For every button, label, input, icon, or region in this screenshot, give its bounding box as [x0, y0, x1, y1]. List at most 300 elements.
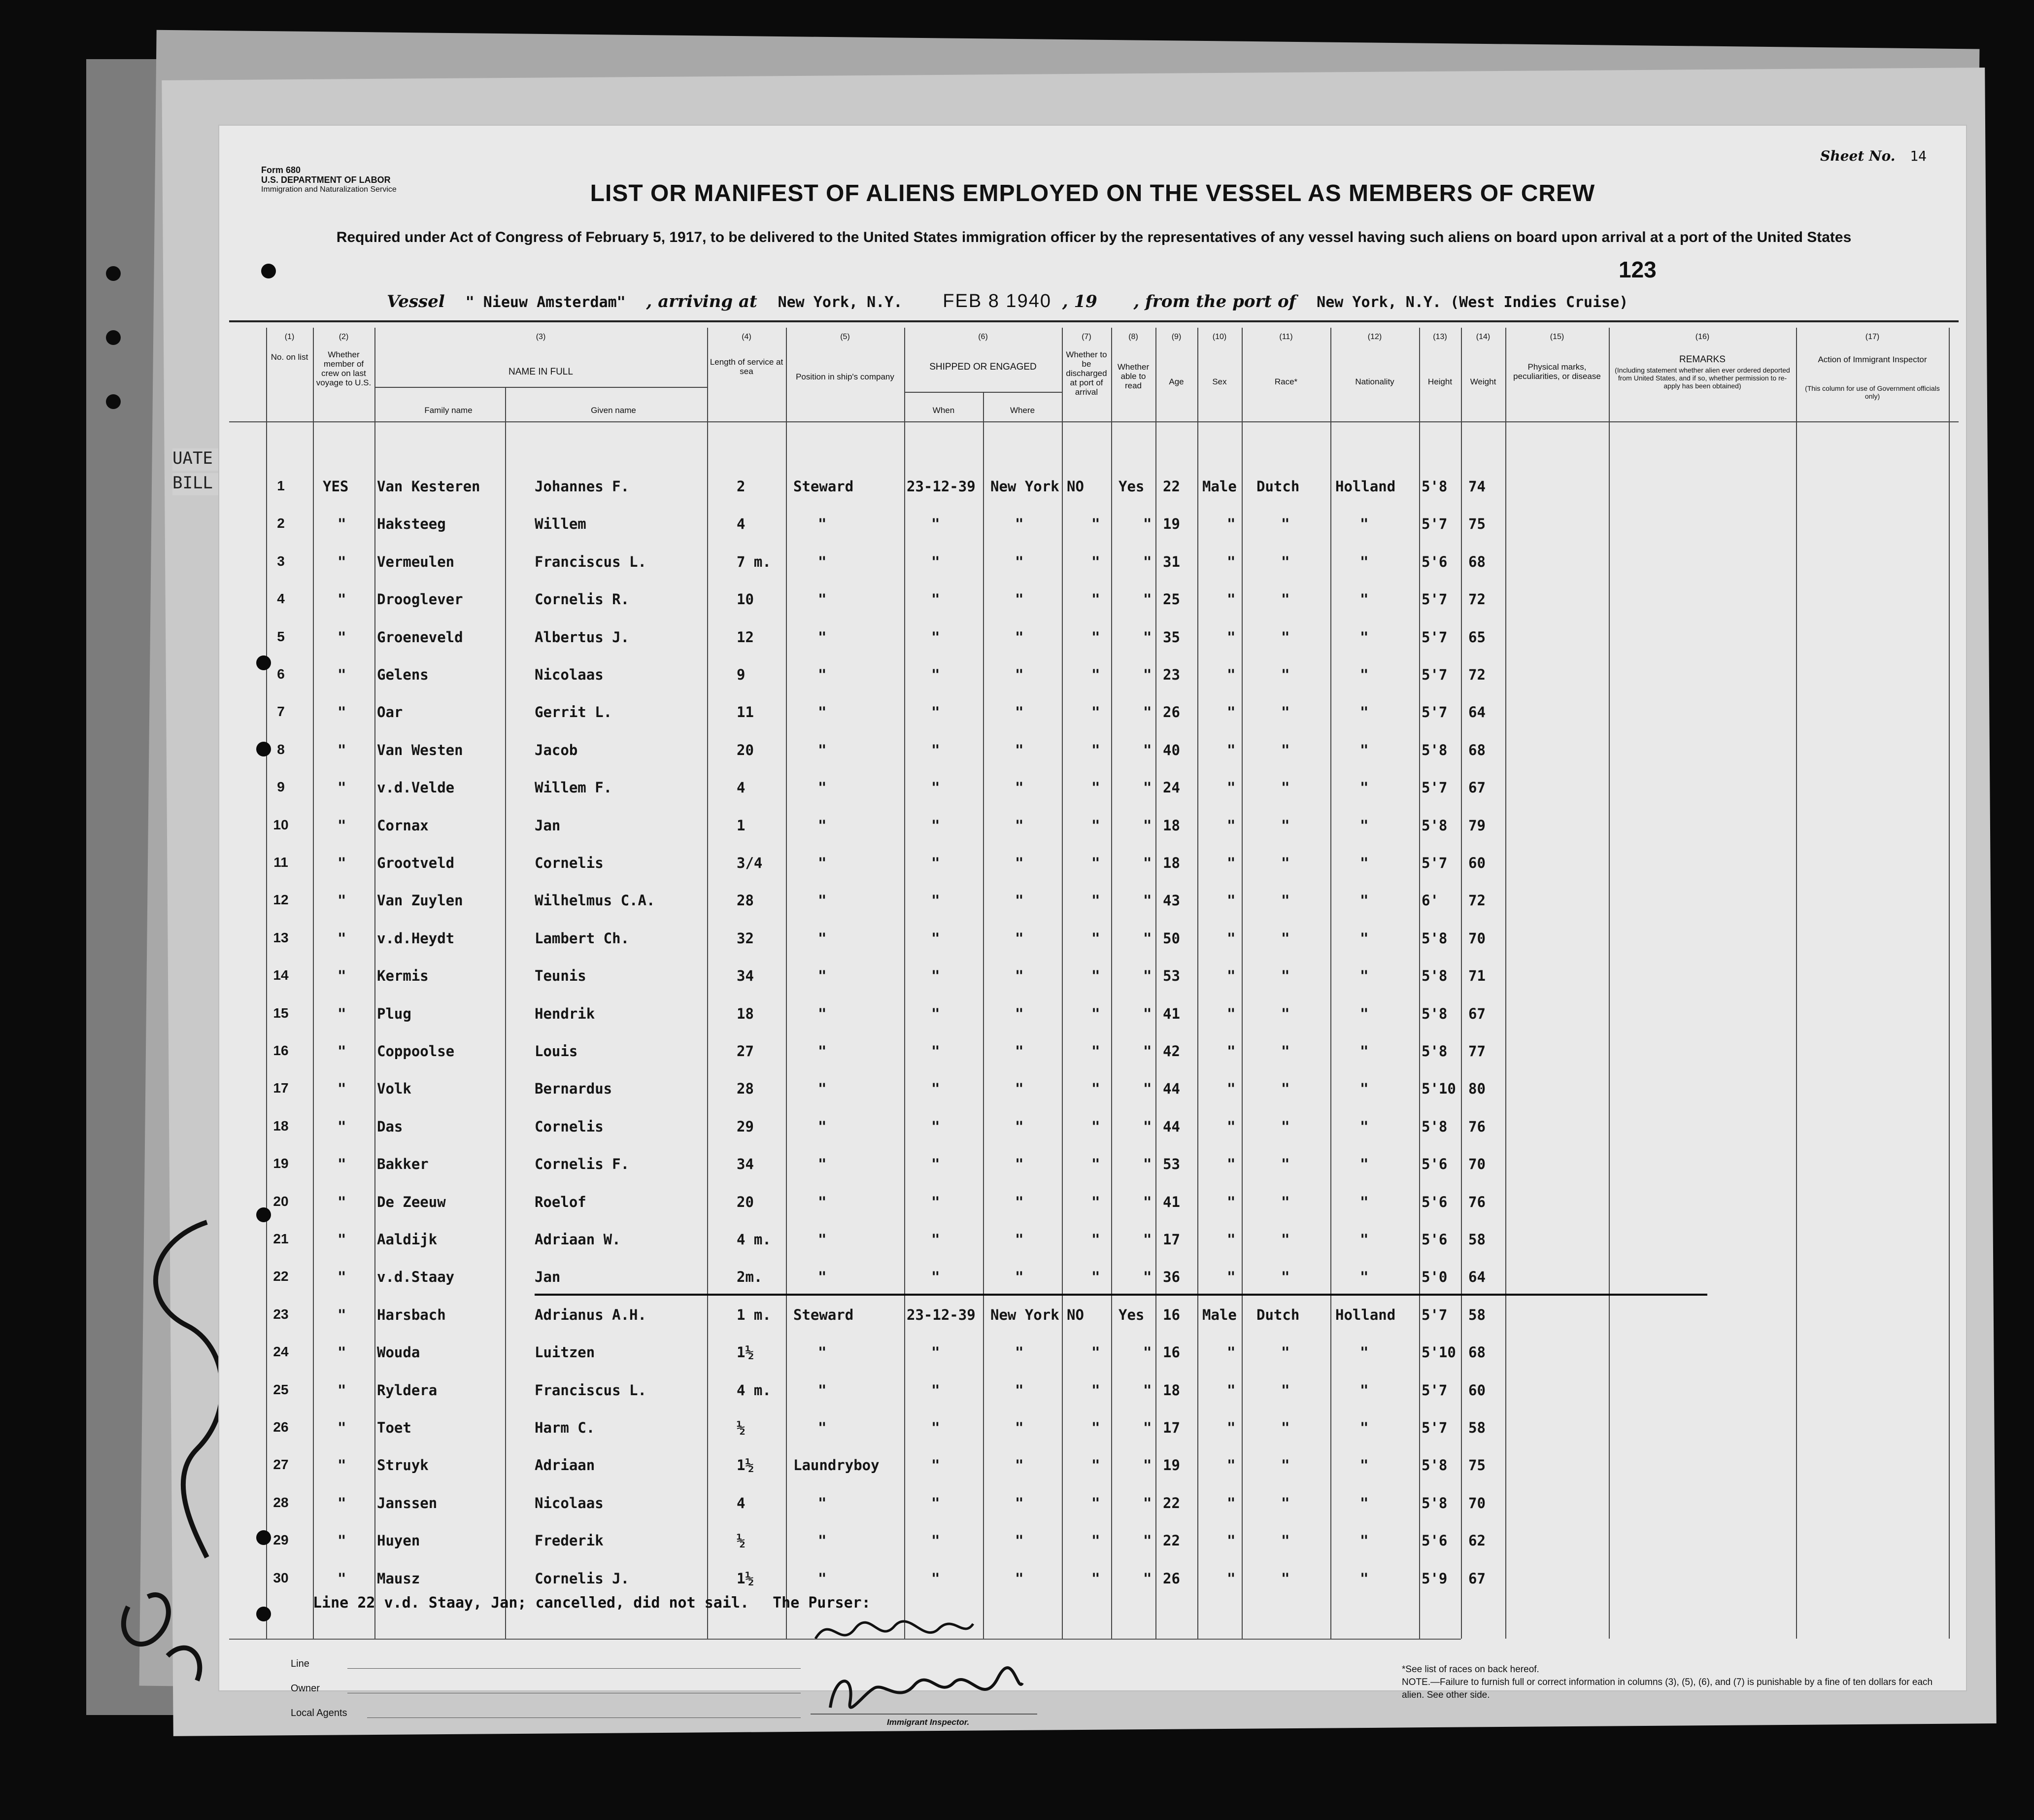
cell-race: "	[1281, 1005, 1290, 1022]
cell-height: 5'8	[1422, 478, 1448, 495]
cell-when: "	[931, 779, 940, 796]
column-divider	[1242, 328, 1243, 1639]
cell-given: Cornelis R.	[535, 591, 630, 608]
cell-sex: "	[1227, 515, 1236, 533]
cell-position: "	[818, 855, 827, 871]
header-nationality: Nationality	[1355, 377, 1394, 386]
cell-discharge: "	[1091, 628, 1100, 646]
cell-race: "	[1281, 967, 1290, 985]
cell-sex: "	[1227, 1457, 1236, 1474]
cell-height: 5'6	[1422, 1231, 1448, 1248]
cell-given: Cornelis	[535, 855, 604, 871]
cell-nationality: "	[1360, 1118, 1369, 1135]
cell-age: 53	[1163, 967, 1180, 985]
shipped-subdivider	[904, 392, 1062, 393]
cell-position: "	[818, 1231, 827, 1248]
cell-sex: "	[1227, 741, 1236, 758]
cell-sex: "	[1227, 817, 1236, 834]
cell-nationality: "	[1360, 892, 1369, 909]
cell-height: 5'7	[1422, 704, 1448, 721]
punch-hole	[256, 1207, 271, 1222]
cell-read: "	[1143, 1570, 1152, 1587]
punch-hole	[106, 266, 121, 281]
cell-position: "	[818, 1494, 827, 1511]
cell-sex: Male	[1202, 1306, 1237, 1323]
cell-service: 20	[737, 1193, 754, 1210]
cell-no: 6	[277, 666, 285, 682]
cell-service: 4 m.	[737, 1381, 771, 1399]
cell-height: 5'10	[1422, 1344, 1456, 1361]
cell-service: 1½	[737, 1570, 754, 1587]
header-inspector-note: (This column for use of Government officials only)	[1805, 384, 1940, 400]
cell-where: New York	[990, 1306, 1059, 1323]
cell-height: 5'10	[1422, 1080, 1456, 1098]
cell-weight: 60	[1468, 855, 1486, 871]
vessel-label: Vessel	[387, 292, 445, 311]
cell-last: "	[338, 666, 346, 683]
line-note-text: v.d. Staay, Jan; cancelled, did not sail.	[384, 1594, 749, 1612]
cell-last: "	[338, 1306, 346, 1323]
cell-sex: "	[1227, 666, 1236, 683]
cell-weight: 62	[1468, 1532, 1486, 1549]
cell-race: "	[1281, 817, 1290, 834]
year-label: , 19	[1062, 292, 1097, 311]
cell-last: "	[338, 1532, 346, 1549]
cell-where: "	[1015, 591, 1024, 608]
cell-given: Cornelis J.	[535, 1570, 630, 1587]
cell-sex: "	[1227, 704, 1236, 721]
cell-discharge: "	[1091, 1156, 1100, 1173]
cell-nationality: "	[1360, 1156, 1369, 1173]
cell-service: 2m.	[737, 1269, 763, 1286]
header-weight: Weight	[1470, 377, 1496, 386]
cell-read: "	[1143, 1494, 1152, 1511]
cell-last: "	[338, 779, 346, 796]
cell-read: "	[1143, 1005, 1152, 1022]
cell-where: "	[1015, 967, 1024, 985]
header-inspector-action: Action of Immigrant Inspector	[1818, 355, 1927, 364]
cell-height: 6'	[1422, 892, 1439, 909]
cell-family: v.d.Staay	[377, 1269, 455, 1286]
footer-line-label: Line	[291, 1658, 309, 1669]
header-remarks: REMARKS	[1679, 354, 1726, 365]
cell-no: 30	[273, 1570, 289, 1585]
punch-hole	[106, 330, 121, 345]
cell-when: "	[931, 1419, 940, 1436]
cell-race: "	[1281, 1344, 1290, 1361]
cell-when: "	[931, 1570, 940, 1587]
cell-weight: 80	[1468, 1080, 1486, 1098]
cell-when: "	[931, 704, 940, 721]
cell-height: 5'7	[1422, 591, 1448, 608]
col-num-2: (2)	[339, 333, 349, 341]
cell-last: "	[338, 515, 346, 533]
cell-nationality: "	[1360, 1570, 1369, 1587]
cell-nationality: Holland	[1335, 478, 1396, 495]
fine-note: NOTE.—Failure to furnish full or correct information in columns (3), (5), (6), and (7) is punishable by a fine of ten dollars for each alien. See other side.	[1402, 1677, 1933, 1700]
cell-height: 5'8	[1422, 967, 1448, 985]
col-num-15: (15)	[1550, 333, 1564, 341]
cell-sex: "	[1227, 1532, 1236, 1549]
cell-position: Steward	[793, 1306, 854, 1323]
cell-read: "	[1143, 929, 1152, 947]
col-num-16: (16)	[1695, 333, 1710, 341]
cell-weight: 58	[1468, 1419, 1486, 1436]
cell-last: "	[338, 1193, 346, 1210]
column-divider	[313, 328, 314, 1639]
cell-given: Harm C.	[535, 1419, 595, 1436]
cell-family: Cornax	[377, 817, 429, 834]
cell-service: 4 m.	[737, 1231, 771, 1248]
cell-weight: 72	[1468, 666, 1486, 683]
footer-notes	[1402, 1663, 1944, 1702]
cell-when: "	[931, 1494, 940, 1511]
column-divider	[505, 387, 506, 1639]
line-note-number: 22	[357, 1594, 375, 1612]
cell-position: "	[818, 1080, 827, 1098]
cell-no: 21	[273, 1231, 289, 1246]
cell-given: Albertus J.	[535, 628, 630, 646]
header-when: When	[932, 406, 955, 415]
cell-family: v.d.Heydt	[377, 929, 455, 947]
cell-where: "	[1015, 1344, 1024, 1361]
cell-discharge: "	[1091, 704, 1100, 721]
cell-age: 22	[1163, 478, 1180, 495]
cell-sex: "	[1227, 1269, 1236, 1286]
cell-weight: 70	[1468, 1156, 1486, 1173]
cell-position: "	[818, 967, 827, 985]
cell-where: "	[1015, 779, 1024, 796]
cell-given: Lambert Ch.	[535, 929, 630, 947]
cell-weight: 75	[1468, 1457, 1486, 1474]
cell-service: 4	[737, 779, 746, 796]
cell-height: 5'0	[1422, 1269, 1448, 1286]
cell-where: "	[1015, 892, 1024, 909]
cell-position: "	[818, 591, 827, 608]
column-divider	[983, 392, 984, 1639]
cell-family: Oar	[377, 704, 403, 721]
cell-when: "	[931, 817, 940, 834]
cell-sex: "	[1227, 779, 1236, 796]
cell-height: 5'7	[1422, 1306, 1448, 1323]
cell-age: 35	[1163, 628, 1180, 646]
cell-position: "	[818, 1532, 827, 1549]
cell-sex: "	[1227, 553, 1236, 570]
col-num-3: (3)	[536, 333, 546, 341]
cell-last: "	[338, 1043, 346, 1060]
cell-discharge: "	[1091, 666, 1100, 683]
cell-service: 11	[737, 704, 754, 721]
cell-race: "	[1281, 1381, 1290, 1399]
column-divider	[1461, 328, 1462, 1639]
cell-when: "	[931, 666, 940, 683]
cell-read: "	[1143, 515, 1152, 533]
cell-where: "	[1015, 1043, 1024, 1060]
cell-sex: "	[1227, 1118, 1236, 1135]
cell-family: Wouda	[377, 1344, 420, 1361]
header-age: Age	[1169, 377, 1184, 386]
cell-where: "	[1015, 666, 1024, 683]
cell-height: 5'7	[1422, 1419, 1448, 1436]
column-divider	[786, 328, 787, 1639]
cell-weight: 76	[1468, 1193, 1486, 1210]
cell-service: ½	[737, 1419, 746, 1436]
cell-no: 7	[277, 704, 285, 720]
cell-weight: 68	[1468, 741, 1486, 758]
arriving-port: New York, N.Y.	[778, 294, 903, 311]
cell-family: Bakker	[377, 1156, 429, 1173]
cell-read: Yes	[1119, 1306, 1145, 1323]
header-given-name: Given name	[591, 406, 636, 415]
cell-discharge: "	[1091, 1419, 1100, 1436]
cell-given: Willem	[535, 515, 586, 533]
cell-service: 1½	[737, 1457, 754, 1474]
cell-race: "	[1281, 1080, 1290, 1098]
header-shipped: SHIPPED OR ENGAGED	[929, 362, 1037, 372]
cell-weight: 72	[1468, 892, 1486, 909]
cell-when: "	[931, 1269, 940, 1286]
cell-family: Ryldera	[377, 1381, 438, 1399]
cell-position: "	[818, 1419, 827, 1436]
cell-sex: "	[1227, 1419, 1236, 1436]
sheet-number	[1820, 148, 1927, 164]
cell-read: "	[1143, 591, 1152, 608]
cell-weight: 65	[1468, 628, 1486, 646]
punch-hole	[256, 1607, 271, 1621]
cell-read: "	[1143, 1344, 1152, 1361]
cell-last: "	[338, 704, 346, 721]
cell-no: 22	[273, 1269, 289, 1284]
cell-family: De Zeeuw	[377, 1193, 446, 1210]
cell-age: 25	[1163, 591, 1180, 608]
cell-sex: "	[1227, 967, 1236, 985]
cell-sex: Male	[1202, 478, 1237, 495]
cell-nationality: "	[1360, 704, 1369, 721]
cell-when: "	[931, 1080, 940, 1098]
cell-race: "	[1281, 666, 1290, 683]
cell-no: 9	[277, 779, 285, 795]
cell-discharge: "	[1091, 1570, 1100, 1587]
cell-family: Das	[377, 1118, 403, 1135]
cell-position: Laundryboy	[793, 1457, 880, 1474]
column-divider	[1796, 328, 1797, 1639]
cell-nationality: "	[1360, 1231, 1369, 1248]
cell-family: Coppoolse	[377, 1043, 455, 1060]
header-height: Height	[1427, 377, 1453, 386]
cell-discharge: "	[1091, 967, 1100, 985]
cell-position: "	[818, 929, 827, 947]
cell-height: 5'8	[1422, 1005, 1448, 1022]
col-num-10: (10)	[1212, 333, 1227, 341]
cell-given: Adrianus A.H.	[535, 1306, 646, 1323]
cell-age: 23	[1163, 666, 1180, 683]
cell-when: 23-12-39	[907, 1306, 976, 1323]
cell-when: "	[931, 929, 940, 947]
cell-last: "	[338, 1269, 346, 1286]
cancel-strike-line	[535, 1294, 1707, 1296]
cell-position: "	[818, 1005, 827, 1022]
cell-height: 5'6	[1422, 1193, 1448, 1210]
cell-age: 44	[1163, 1118, 1180, 1135]
cell-when: "	[931, 892, 940, 909]
cell-family: Struyk	[377, 1457, 429, 1474]
cell-family: Harsbach	[377, 1306, 446, 1323]
cell-nationality: "	[1360, 1080, 1369, 1098]
cell-sex: "	[1227, 628, 1236, 646]
cell-age: 18	[1163, 855, 1180, 871]
cell-height: 5'6	[1422, 1532, 1448, 1549]
cell-family: Grootveld	[377, 855, 455, 871]
cell-no: 16	[273, 1043, 289, 1058]
cell-read: "	[1143, 1193, 1152, 1210]
cell-nationality: Holland	[1335, 1306, 1396, 1323]
cell-weight: 72	[1468, 591, 1486, 608]
punch-hole	[256, 742, 271, 756]
cell-weight: 64	[1468, 704, 1486, 721]
cell-service: 28	[737, 892, 754, 909]
cell-age: 18	[1163, 817, 1180, 834]
cell-read: Yes	[1119, 478, 1145, 495]
vessel-line	[387, 291, 1628, 312]
cell-service: 10	[737, 591, 754, 608]
column-divider	[707, 328, 708, 1639]
cell-age: 19	[1163, 515, 1180, 533]
cell-read: "	[1143, 741, 1152, 758]
cell-position: "	[818, 817, 827, 834]
cell-read: "	[1143, 553, 1152, 570]
cell-race: Dutch	[1256, 478, 1300, 495]
cell-nationality: "	[1360, 1457, 1369, 1474]
cell-where: "	[1015, 1419, 1024, 1436]
column-divider	[1609, 328, 1610, 1639]
cell-weight: 74	[1468, 478, 1486, 495]
cell-race: "	[1281, 1043, 1290, 1060]
cell-age: 19	[1163, 1457, 1180, 1474]
cell-sex: "	[1227, 1005, 1236, 1022]
cell-family: Janssen	[377, 1494, 438, 1511]
cell-given: Bernardus	[535, 1080, 612, 1098]
cell-race: "	[1281, 1269, 1290, 1286]
cell-service: 7 m.	[737, 553, 771, 570]
cell-race: "	[1281, 1494, 1290, 1511]
cell-last: "	[338, 1457, 346, 1474]
cell-last: "	[338, 855, 346, 871]
cell-discharge: "	[1091, 1457, 1100, 1474]
inspector-signature	[820, 1663, 1027, 1724]
cell-where: "	[1015, 628, 1024, 646]
cell-position: Steward	[793, 478, 854, 495]
cell-discharge: "	[1091, 515, 1100, 533]
cell-no: 5	[277, 628, 285, 644]
cell-age: 24	[1163, 779, 1180, 796]
cell-last: "	[338, 929, 346, 947]
cell-sex: "	[1227, 1494, 1236, 1511]
cell-service: 1	[737, 817, 746, 834]
cell-nationality: "	[1360, 929, 1369, 947]
cell-nationality: "	[1360, 1494, 1369, 1511]
arriving-label: , arriving at	[646, 292, 757, 311]
cell-sex: "	[1227, 1344, 1236, 1361]
cell-family: Toet	[377, 1419, 411, 1436]
column-divider	[1949, 328, 1950, 1639]
from-port: New York, N.Y. (West Indies Cruise)	[1317, 294, 1628, 311]
cell-height: 5'7	[1422, 855, 1448, 871]
cell-age: 16	[1163, 1306, 1180, 1323]
cell-nationality: "	[1360, 591, 1369, 608]
cell-discharge: "	[1091, 817, 1100, 834]
cell-no: 25	[273, 1381, 289, 1397]
cell-weight: 79	[1468, 817, 1486, 834]
cell-nationality: "	[1360, 515, 1369, 533]
cell-sex: "	[1227, 892, 1236, 909]
cell-discharge: "	[1091, 1231, 1100, 1248]
cell-given: Gerrit L.	[535, 704, 612, 721]
cell-family: Mausz	[377, 1570, 420, 1587]
cell-position: "	[818, 704, 827, 721]
cell-nationality: "	[1360, 666, 1369, 683]
cell-discharge: "	[1091, 1494, 1100, 1511]
cell-position: "	[818, 1156, 827, 1173]
cell-family: Van Zuylen	[377, 892, 463, 909]
cell-family: Vermeulen	[377, 553, 455, 570]
cell-age: 36	[1163, 1269, 1180, 1286]
cell-sex: "	[1227, 1156, 1236, 1173]
cell-read: "	[1143, 779, 1152, 796]
cell-where: "	[1015, 1457, 1024, 1474]
sheet-value: 14	[1910, 148, 1927, 164]
cell-position: "	[818, 628, 827, 646]
cell-race: "	[1281, 1193, 1290, 1210]
cell-last: "	[338, 817, 346, 834]
cell-sex: "	[1227, 929, 1236, 947]
cell-service: ½	[737, 1532, 746, 1549]
cell-age: 22	[1163, 1494, 1180, 1511]
cell-position: "	[818, 515, 827, 533]
cell-read: "	[1143, 1269, 1152, 1286]
column-divider	[1062, 328, 1063, 1639]
cell-race: "	[1281, 515, 1290, 533]
cell-race: "	[1281, 704, 1290, 721]
cell-nationality: "	[1360, 779, 1369, 796]
handwritten-scrawl	[108, 1212, 237, 1705]
cell-when: "	[931, 1156, 940, 1173]
cell-when: "	[931, 591, 940, 608]
left-stub-bottom: BILL	[172, 473, 232, 495]
column-divider	[904, 328, 905, 1639]
cell-nationality: "	[1360, 1193, 1369, 1210]
cell-no: 12	[273, 892, 289, 908]
cell-given: Adriaan W.	[535, 1231, 621, 1248]
cell-weight: 75	[1468, 515, 1486, 533]
cell-discharge: "	[1091, 1381, 1100, 1399]
cell-given: Adriaan	[535, 1457, 595, 1474]
cell-read: "	[1143, 704, 1152, 721]
cell-service: 2	[737, 478, 746, 495]
header-bottom-rule	[229, 421, 1959, 422]
cell-age: 50	[1163, 929, 1180, 947]
col-num-12: (12)	[1367, 333, 1382, 341]
cell-last: "	[338, 1419, 346, 1436]
cell-weight: 60	[1468, 1381, 1486, 1399]
cell-read: "	[1143, 1156, 1152, 1173]
cell-family: Drooglever	[377, 591, 463, 608]
cell-last: "	[338, 553, 346, 570]
cell-nationality: "	[1360, 1419, 1369, 1436]
cell-when: "	[931, 1381, 940, 1399]
cell-where: "	[1015, 1231, 1024, 1248]
cell-age: 44	[1163, 1080, 1180, 1098]
cell-last: YES	[323, 478, 349, 495]
